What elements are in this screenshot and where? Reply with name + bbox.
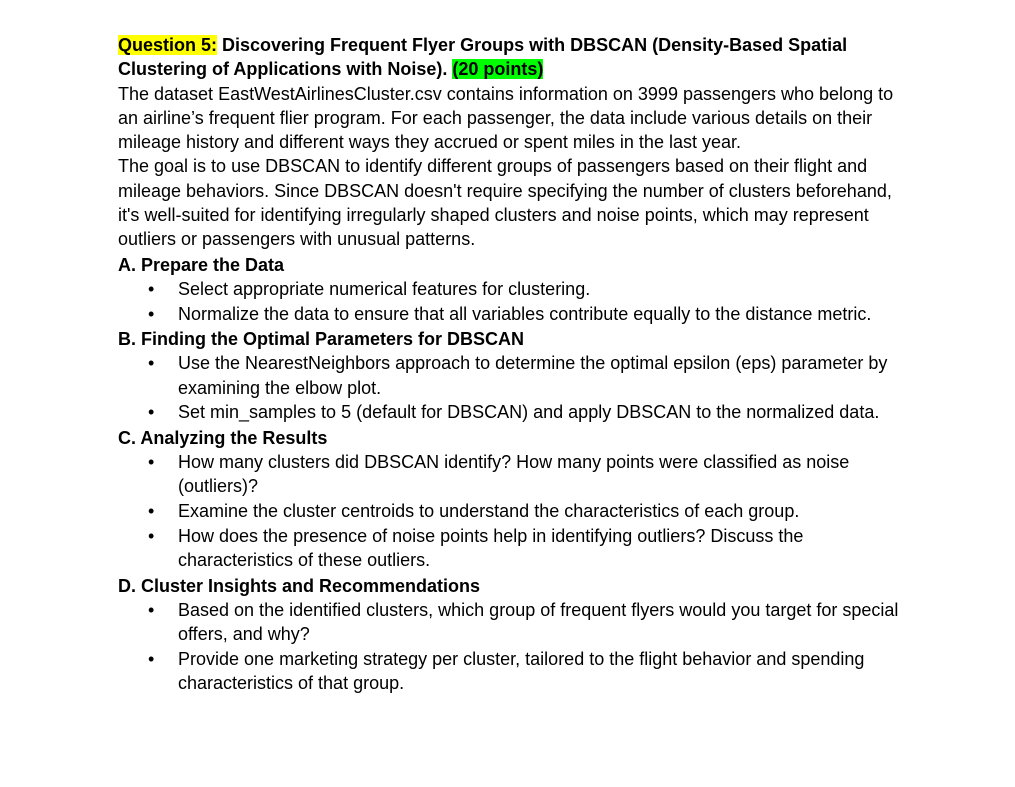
list-item (118, 450, 908, 499)
bullet-icon: • (148, 278, 155, 299)
list-item-text: How does the presence of noise points help in identifying outliers? Discuss the characteristics of these outliers. (178, 525, 804, 571)
list-item (118, 302, 908, 326)
list-item-text: Based on the identified clusters, which group of frequent flyers would you target for special offers, and why? (178, 599, 899, 645)
list-item (118, 351, 908, 400)
bullet-icon: • (148, 303, 155, 324)
list-item (118, 400, 908, 424)
section-heading-cluster-insights: D. Cluster Insights and Recommendations (118, 575, 481, 596)
section-list-analyzing-results (118, 450, 908, 572)
list-item (118, 277, 908, 301)
section-list-optimal-parameters (118, 351, 908, 424)
list-item (118, 598, 908, 647)
list-item-text: Set min_samples to 5 (default for DBSCAN) and apply DBSCAN to the normalized data. (178, 402, 880, 423)
list-item-text: Provide one marketing strategy per cluster, tailored to the flight behavior and spending characteristics of that group. (178, 648, 865, 694)
bullet-icon: • (148, 648, 155, 669)
list-item (118, 524, 908, 573)
bullet-icon: • (148, 599, 155, 620)
intro-paragraph-dataset: The dataset EastWestAirlinesCluster.csv contains information on 3999 passengers who belong to an airline’s frequent flier program. For each passenger, the data include various details on their mileage history and different ways they accrued or spent miles in the last year. (118, 83, 894, 153)
section-list-cluster-insights (118, 598, 908, 696)
section-heading-prepare-data: A. Prepare the Data (118, 254, 285, 275)
question-title (118, 33, 908, 82)
bullet-icon: • (148, 525, 155, 546)
question-number-label: Question 5: (118, 35, 218, 55)
question-document (118, 33, 908, 696)
section-heading-optimal-parameters: B. Finding the Optimal Parameters for DBSCAN (118, 329, 525, 350)
section-heading-analyzing-results: C. Analyzing the Results (118, 427, 328, 448)
bullet-icon: • (148, 452, 155, 473)
list-item-text: Select appropriate numerical features for clustering. (178, 278, 591, 299)
points-badge: (20 points) (452, 59, 544, 80)
intro-paragraph-goal: The goal is to use DBSCAN to identify different groups of passengers based on their flight and mileage behaviors. Since DBSCAN doesn't require specifying the number of clusters beforehand, it's well-suited for identifying irregularly shaped clusters and noise points, which may represent outliers or passengers with unusual patterns. (118, 156, 892, 250)
bullet-icon: • (148, 402, 155, 423)
list-item (118, 499, 908, 523)
list-item-text: Normalize the data to ensure that all variables contribute equally to the distance metric. (178, 303, 872, 324)
list-item (118, 647, 908, 696)
bullet-icon: • (148, 501, 155, 522)
list-item-text: Examine the cluster centroids to understand the characteristics of each group. (178, 501, 800, 522)
question-title-text: Discovering Frequent Flyer Groups with DBSCAN (Density-Based Spatial Clustering of Applications with Noise). (118, 35, 848, 80)
bullet-icon: • (148, 353, 155, 374)
list-item-text: Use the NearestNeighbors approach to determine the optimal epsilon (eps) parameter by examining the elbow plot. (178, 353, 888, 398)
list-item-text: How many clusters did DBSCAN identify? How many points were classified as noise (outliers)? (178, 452, 850, 497)
section-list-prepare-data (118, 277, 908, 326)
